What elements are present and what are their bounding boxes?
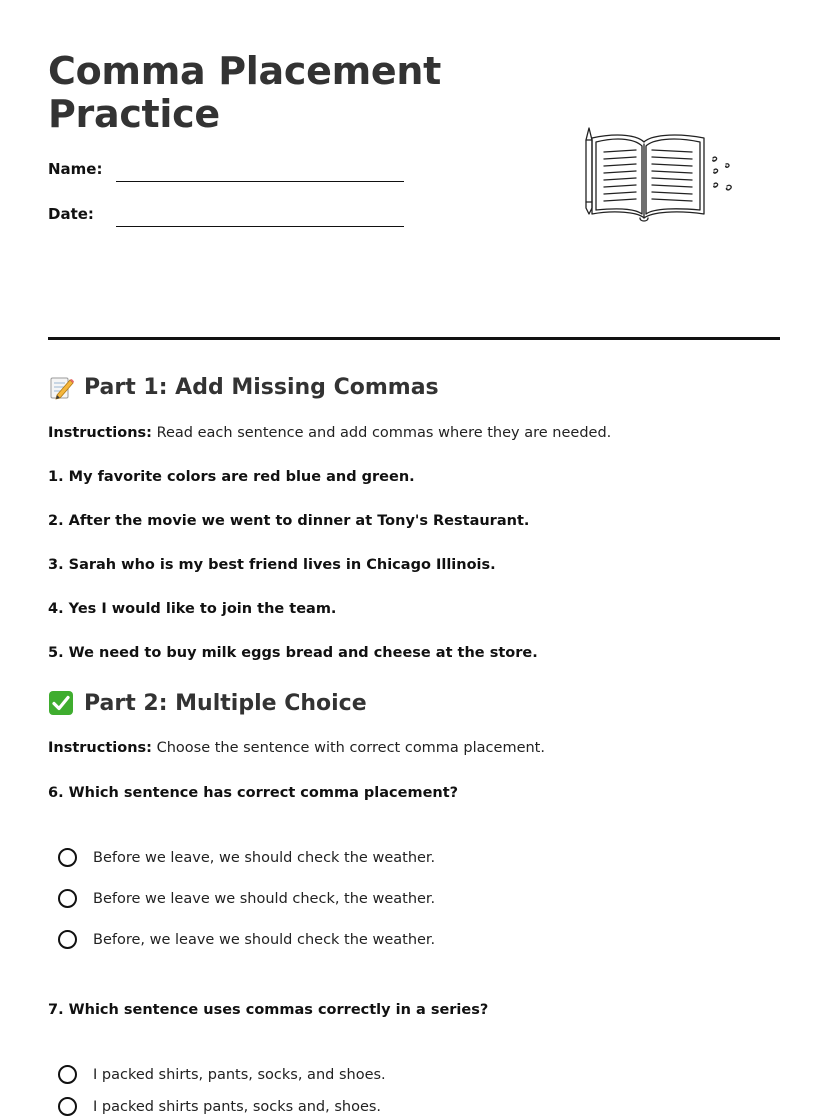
question-6-option-b[interactable] <box>58 889 435 908</box>
part1-heading <box>48 374 439 400</box>
part2-heading <box>48 690 367 716</box>
part2-heading-text: Part 2: Multiple Choice <box>84 690 367 716</box>
part2-instructions <box>48 740 545 756</box>
option-text: Before we leave we should check, the weather. <box>93 890 436 907</box>
title-line-1: Comma Placement <box>48 49 441 93</box>
option-text: Before, we leave we should check the weather. <box>93 931 436 948</box>
radio-button[interactable] <box>58 1097 77 1116</box>
worksheet-title <box>48 50 441 136</box>
question-3: 3. Sarah who is my best friend lives in Chicago Illinois. <box>48 557 496 573</box>
part2-instructions-label: Instructions: <box>48 740 152 756</box>
date-label: Date: <box>48 205 94 223</box>
option-text: Before we leave, we should check the weather. <box>93 849 436 866</box>
question-4: 4. Yes I would like to join the team. <box>48 601 337 617</box>
worksheet-page <box>48 0 780 1118</box>
option-text: I packed shirts pants, socks and, shoes. <box>93 1098 382 1115</box>
radio-button[interactable] <box>58 848 77 867</box>
section-divider <box>48 337 780 340</box>
radio-button[interactable] <box>58 889 77 908</box>
name-line[interactable] <box>116 181 404 182</box>
part2-instructions-text: Choose the sentence with correct comma placement. <box>151 740 545 756</box>
question-1: 1. My favorite colors are red blue and green. <box>48 469 415 485</box>
question-6: 6. Which sentence has correct comma placement? <box>48 785 459 801</box>
date-line[interactable] <box>116 226 404 227</box>
radio-button[interactable] <box>58 1065 77 1084</box>
part1-instructions <box>48 425 611 441</box>
question-6-option-a[interactable] <box>58 848 435 867</box>
question-7: 7. Which sentence uses commas correctly in a series? <box>48 1002 489 1018</box>
check-mark-box-icon <box>48 690 74 716</box>
question-5: 5. We need to buy milk eggs bread and cheese at the store. <box>48 645 538 661</box>
question-7-option-b[interactable] <box>58 1097 381 1116</box>
title-line-2: Practice <box>48 92 220 136</box>
part1-instructions-text: Read each sentence and add commas where they are needed. <box>151 425 612 441</box>
question-6-option-c[interactable] <box>58 930 435 949</box>
question-7-option-a[interactable] <box>58 1065 386 1084</box>
name-label: Name: <box>48 160 103 178</box>
part1-instructions-label: Instructions: <box>48 425 152 441</box>
radio-button[interactable] <box>58 930 77 949</box>
question-2: 2. After the movie we went to dinner at Tony's Restaurant. <box>48 513 530 529</box>
open-book-with-pencil-icon <box>580 122 744 222</box>
part1-heading-text: Part 1: Add Missing Commas <box>84 374 439 400</box>
memo-pencil-icon <box>48 374 74 400</box>
option-text: I packed shirts, pants, socks, and shoes. <box>93 1066 386 1083</box>
